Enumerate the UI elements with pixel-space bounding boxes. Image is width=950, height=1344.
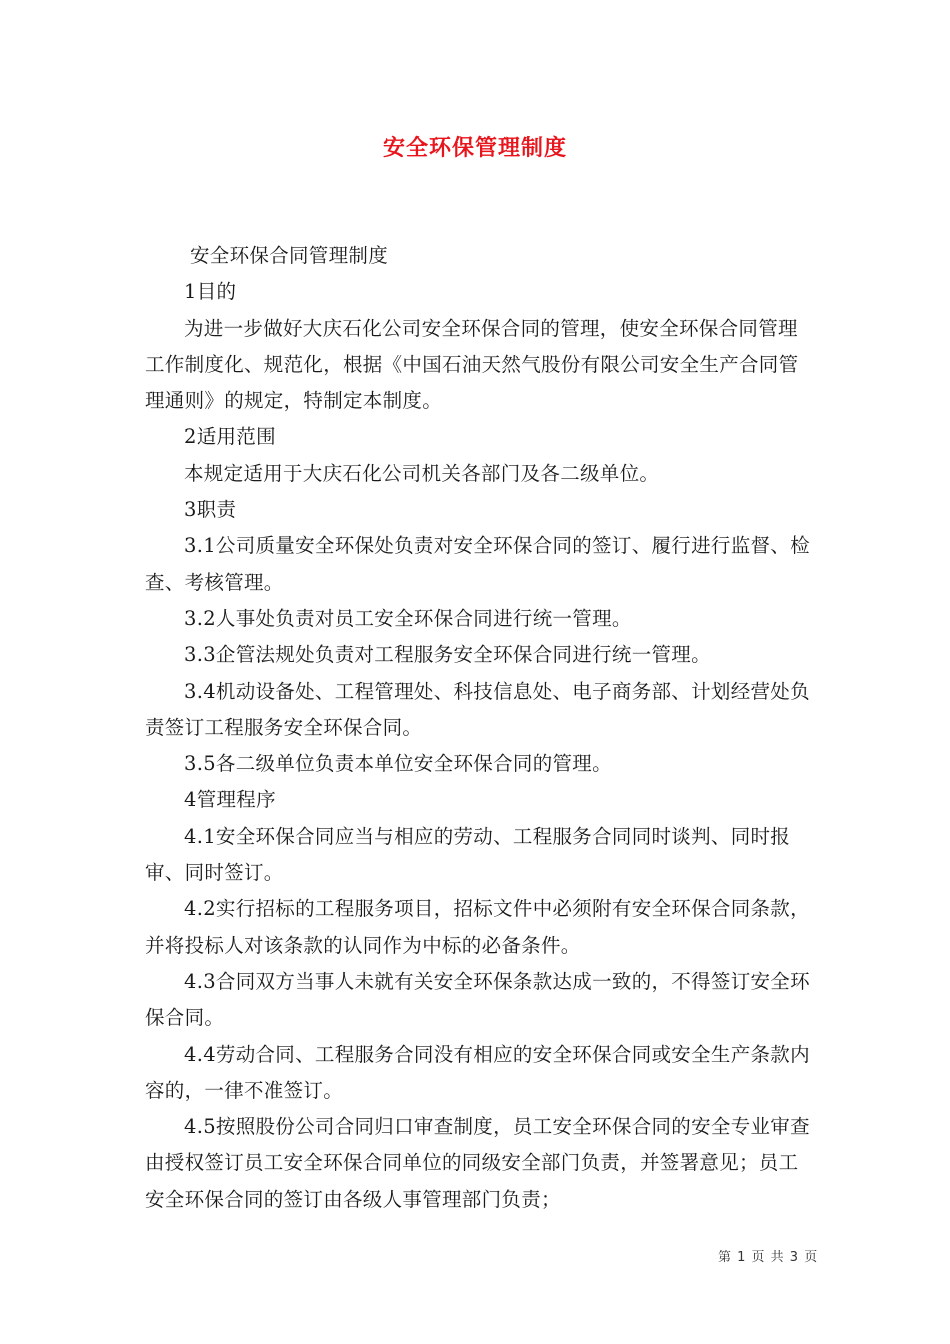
paragraph: 3.1公司质量安全环保处负责对安全环保合同的签订、履行进行监督、检查、考核管理。 (145, 534, 810, 594)
section-heading-purpose: 1目的 (184, 280, 237, 304)
document-body (145, 238, 810, 1218)
section-heading-scope: 2适用范围 (184, 425, 276, 449)
paragraph: 4.3合同双方当事人未就有关安全环保条款达成一致的，不得签订安全环保合同。 (145, 969, 810, 1030)
paragraph: 3.3企管法规处负责对工程服务安全环保合同进行统一管理。 (184, 643, 711, 667)
paragraph-subtitle: 安全环保合同管理制度 (190, 244, 389, 267)
paragraph: 为进一步做好大庆石化公司安全环保合同的管理，使安全环保合同管理工作制度化、规范化，根据《中国石油天然气股份有限公司安全生产合同管理通则》的规定，特制定本制度。 (145, 316, 799, 413)
section-heading-procedure: 4管理程序 (184, 788, 276, 812)
paragraph: 本规定适用于大庆石化公司机关各部门及各二级单位。 (184, 461, 660, 485)
paragraph: 4.2实行招标的工程服务项目，招标文件中必须附有安全环保合同条款，并将投标人对该条款的认同作为中标的必备条件。 (145, 897, 810, 957)
section-heading-duties: 3职责 (184, 498, 237, 522)
paragraph: 3.5各二级单位负责本单位安全环保合同的管理。 (184, 752, 612, 776)
document-title: 安全环保管理制度 (382, 136, 567, 161)
paragraph: 3.2人事处负责对员工安全环保合同进行统一管理。 (184, 606, 632, 630)
paragraph: 4.1安全环保合同应当与相应的劳动、工程服务合同同时谈判、同时报审、同时签订。 (145, 824, 791, 885)
paragraph: 3.4机动设备处、工程管理处、科技信息处、电子商务部、计划经营处负责签订工程服务安全环保合同。 (145, 679, 810, 739)
paragraph: 4.5按照股份公司合同归口审查制度，员工安全环保合同的安全专业审查由授权签订员工安全环保合同单位的同级安全部门负责，并签署意见；员工安全环保合同的签订由各级人事管理部门负责； (145, 1115, 810, 1211)
page-indicator: 第 1 页 共 3 页 (718, 1250, 819, 1265)
paragraph: 4.4劳动合同、工程服务合同没有相应的安全环保合同或安全生产条款内容的，一律不准签订。 (145, 1042, 810, 1102)
